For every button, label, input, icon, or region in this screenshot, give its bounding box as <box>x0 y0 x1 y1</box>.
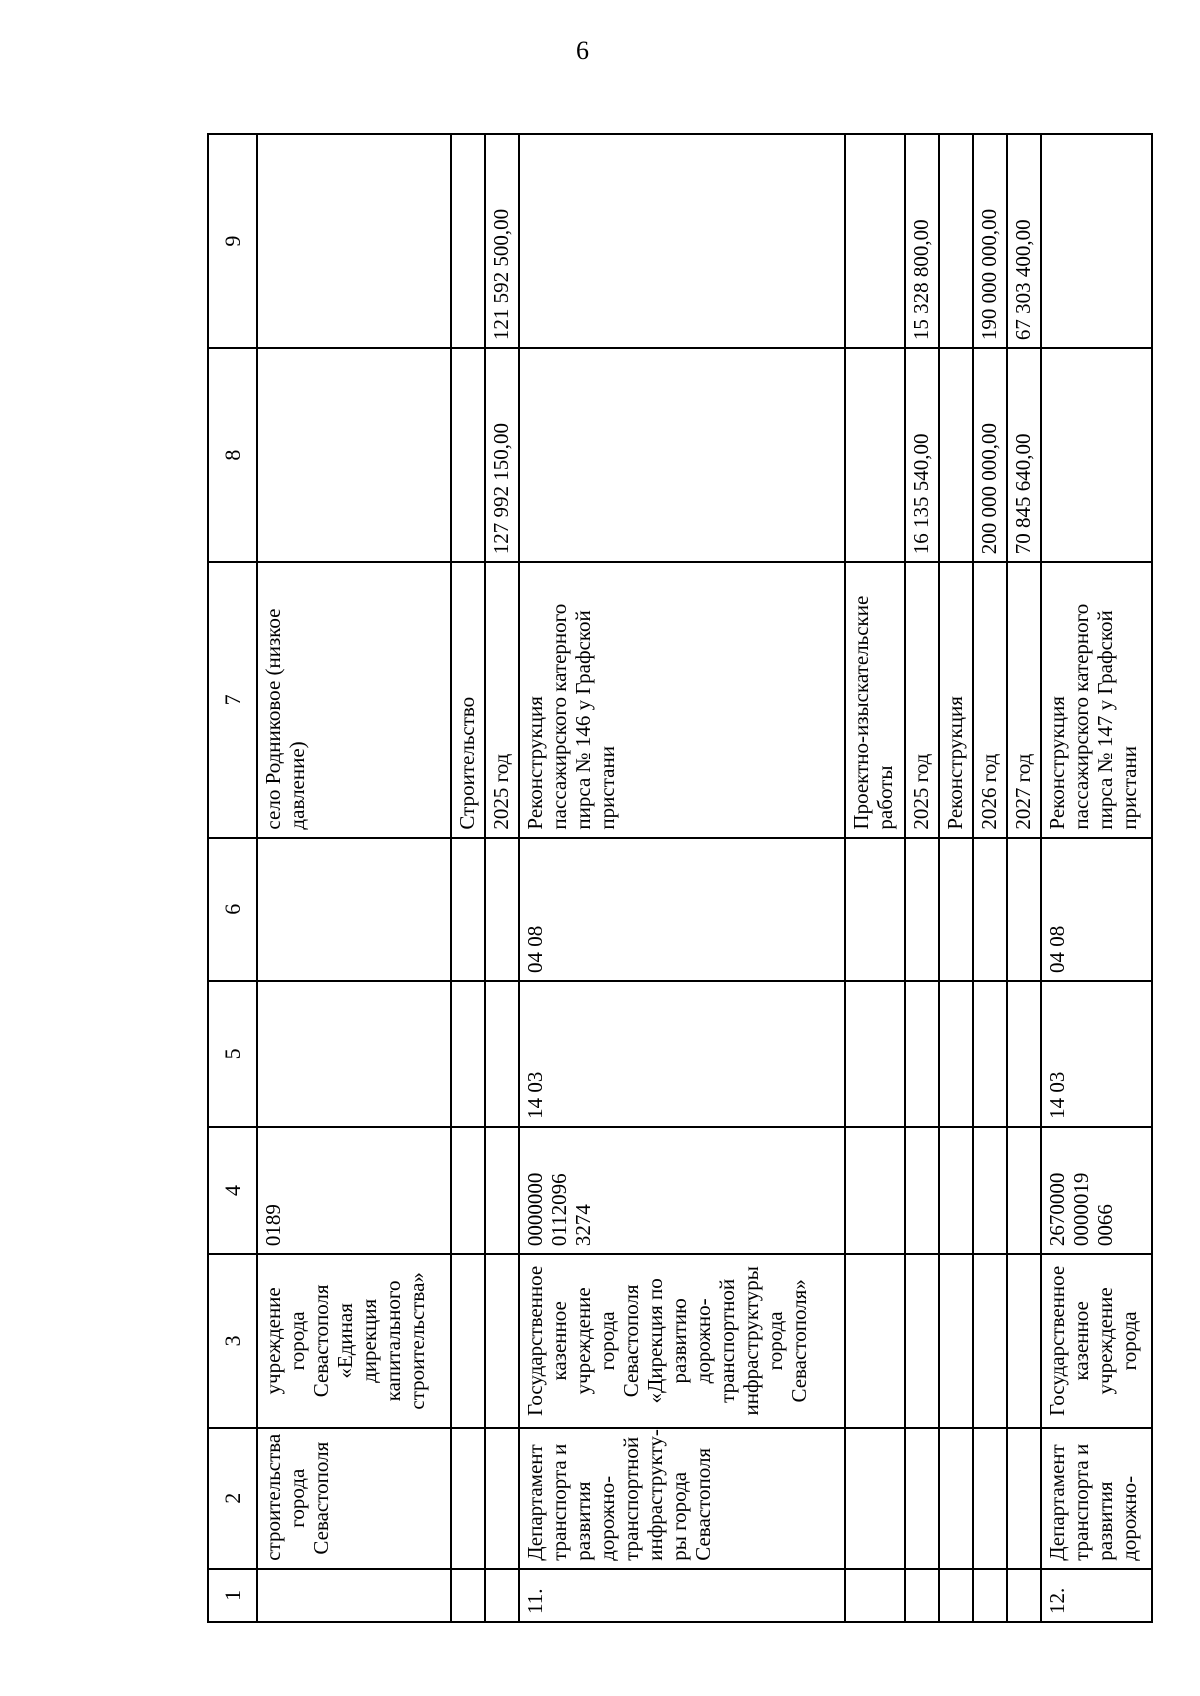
section-cell <box>939 981 973 1127</box>
header-cell: 3 <box>208 1254 257 1428</box>
code-cell <box>1007 1127 1041 1254</box>
amount-cell: 190 000 000,00 <box>973 134 1007 348</box>
code-cell: 0000000 0112096 3274 <box>519 1127 845 1254</box>
object-cell: 2025 год <box>905 562 939 837</box>
institution-cell: Государственное казенное учреждение города Севастополя «Дирекция по развитию дорожно-транспортной инфраструктуры города Севастополя» <box>519 1254 845 1428</box>
amount-cell: 16 135 540,00 <box>905 348 939 562</box>
table-row <box>845 134 905 1622</box>
row-number-cell: 11. <box>519 1569 845 1622</box>
institution-cell <box>973 1254 1007 1428</box>
section-cell <box>257 981 451 1127</box>
subsection-cell <box>905 838 939 981</box>
section-cell: 14 03 <box>1041 981 1152 1127</box>
header-cell: 4 <box>208 1127 257 1254</box>
amount-cell <box>1041 348 1152 562</box>
amount-cell <box>451 348 485 562</box>
row-number-cell: 12. <box>1041 1569 1152 1622</box>
code-cell: 0189 <box>257 1127 451 1254</box>
header-row <box>208 134 257 1622</box>
department-cell <box>1007 1428 1041 1569</box>
header-cell: 9 <box>208 134 257 348</box>
code-cell <box>451 1127 485 1254</box>
institution-cell <box>451 1254 485 1428</box>
row-number-cell <box>845 1569 905 1622</box>
amount-cell <box>939 348 973 562</box>
header-cell: 7 <box>208 562 257 837</box>
department-cell <box>939 1428 973 1569</box>
section-cell <box>1007 981 1041 1127</box>
subsection-cell: 04 08 <box>1041 838 1152 981</box>
header-cell: 2 <box>208 1428 257 1569</box>
object-cell: Реконструкция пассажирского катерного пирса № 146 у Графской пристани <box>519 562 845 837</box>
amount-cell <box>451 134 485 348</box>
amount-cell <box>257 134 451 348</box>
rotated-table-container <box>207 133 1153 1623</box>
code-cell <box>973 1127 1007 1254</box>
header-cell: 5 <box>208 981 257 1127</box>
subsection-cell <box>451 838 485 981</box>
subsection-cell <box>845 838 905 981</box>
section-cell <box>845 981 905 1127</box>
header-cell: 6 <box>208 838 257 981</box>
header-cell: 1 <box>208 1569 257 1622</box>
amount-cell <box>519 134 845 348</box>
budget-table <box>207 133 1153 1623</box>
department-cell <box>451 1428 485 1569</box>
subsection-cell <box>257 838 451 981</box>
amount-cell <box>939 134 973 348</box>
amount-cell: 121 592 500,00 <box>485 134 519 348</box>
table-row <box>1041 134 1152 1622</box>
institution-cell <box>485 1254 519 1428</box>
code-cell <box>905 1127 939 1254</box>
amount-cell <box>845 348 905 562</box>
code-cell <box>845 1127 905 1254</box>
institution-cell <box>939 1254 973 1428</box>
subsection-cell <box>485 838 519 981</box>
amount-cell: 127 992 150,00 <box>485 348 519 562</box>
row-number-cell <box>939 1569 973 1622</box>
table-row <box>905 134 939 1622</box>
object-cell: село Родниковое (низкое давление) <box>257 562 451 837</box>
object-cell: Проектно-изыскательские работы <box>845 562 905 837</box>
department-cell <box>845 1428 905 1569</box>
department-cell: Департамент транспорта и развития дорожно- <box>1041 1428 1152 1569</box>
table-row <box>1007 134 1041 1622</box>
table-row <box>485 134 519 1622</box>
row-number-cell <box>485 1569 519 1622</box>
code-cell: 2670000 0000019 0066 <box>1041 1127 1152 1254</box>
object-cell: Строительство <box>451 562 485 837</box>
row-number-cell <box>257 1569 451 1622</box>
section-cell <box>485 981 519 1127</box>
department-cell: Департамент транспорта и развития дорожно-транспортной инфраструкту-ры города Севастополя <box>519 1428 845 1569</box>
amount-cell: 15 328 800,00 <box>905 134 939 348</box>
subsection-cell <box>1007 838 1041 981</box>
object-cell: 2025 год <box>485 562 519 837</box>
amount-cell: 200 000 000,00 <box>973 348 1007 562</box>
code-cell <box>485 1127 519 1254</box>
department-cell <box>973 1428 1007 1569</box>
section-cell: 14 03 <box>519 981 845 1127</box>
page-number: 6 <box>576 36 589 65</box>
institution-cell: учреждение города Севастополя «Единая дирекция капитального строительства» <box>257 1254 451 1428</box>
object-cell: Реконструкция <box>939 562 973 837</box>
institution-cell <box>845 1254 905 1428</box>
row-number-cell <box>973 1569 1007 1622</box>
header-cell: 8 <box>208 348 257 562</box>
object-cell: 2026 год <box>973 562 1007 837</box>
institution-cell <box>1007 1254 1041 1428</box>
subsection-cell: 04 08 <box>519 838 845 981</box>
institution-cell <box>905 1254 939 1428</box>
department-cell: строительства города Севастополя <box>257 1428 451 1569</box>
section-cell <box>973 981 1007 1127</box>
subsection-cell <box>973 838 1007 981</box>
amount-cell <box>845 134 905 348</box>
amount-cell: 70 845 640,00 <box>1007 348 1041 562</box>
code-cell <box>939 1127 973 1254</box>
institution-cell: Государственное казенное учреждение города <box>1041 1254 1152 1428</box>
table-row <box>973 134 1007 1622</box>
table-row <box>519 134 845 1622</box>
row-number-cell <box>1007 1569 1041 1622</box>
amount-cell <box>519 348 845 562</box>
department-cell <box>485 1428 519 1569</box>
section-cell <box>905 981 939 1127</box>
object-cell: 2027 год <box>1007 562 1041 837</box>
table-row <box>939 134 973 1622</box>
amount-cell <box>257 348 451 562</box>
department-cell <box>905 1428 939 1569</box>
table-row <box>451 134 485 1622</box>
row-number-cell <box>451 1569 485 1622</box>
object-cell: Реконструкция пассажирского катерного пирса № 147 у Графской пристани <box>1041 562 1152 837</box>
row-number-cell <box>905 1569 939 1622</box>
table-row <box>257 134 451 1622</box>
amount-cell: 67 303 400,00 <box>1007 134 1041 348</box>
section-cell <box>451 981 485 1127</box>
amount-cell <box>1041 134 1152 348</box>
subsection-cell <box>939 838 973 981</box>
